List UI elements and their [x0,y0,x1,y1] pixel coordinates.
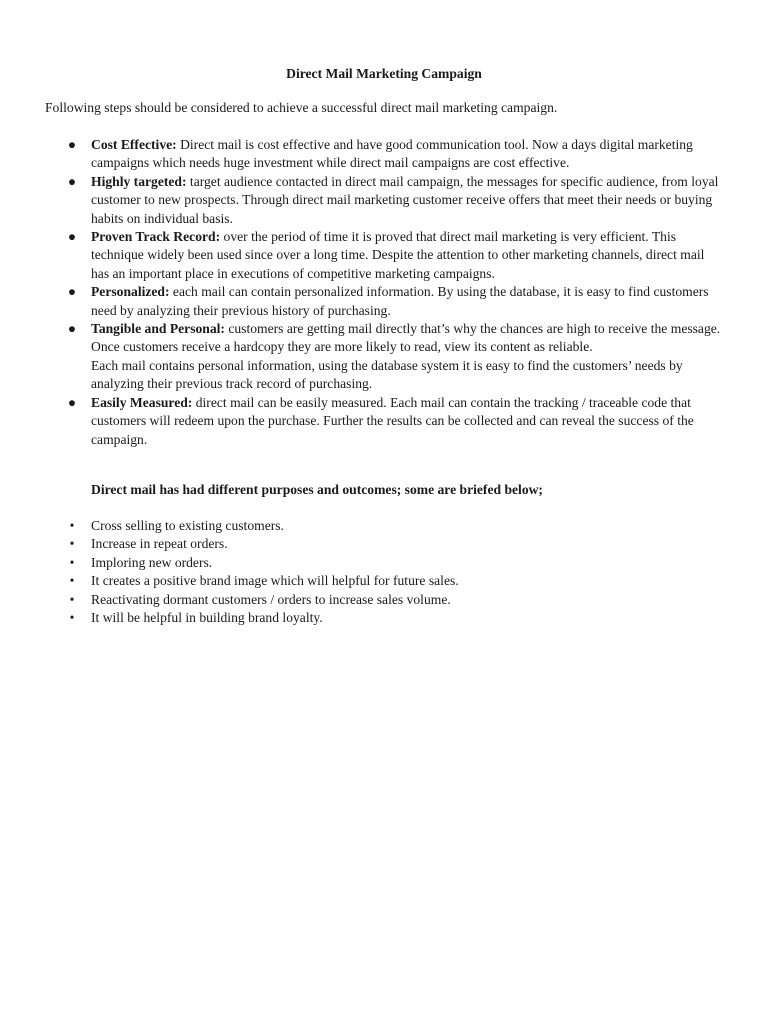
list-item [0,517,731,535]
step-text: each mail can contain personalized information. By using the database, it is easy to find customers need by analyzing their previous history of purchasing. [91,284,709,318]
list-item [0,609,731,627]
bullet-icon: • [69,518,75,533]
bullet-icon: • [69,610,75,626]
list-item [0,283,721,320]
purpose-text: Reactivating dormant customers / orders to increase sales volume. [91,591,451,607]
bullet-icon: ● [67,137,77,152]
purpose-text: Cross selling to existing customers. [91,518,284,533]
purpose-text: It creates a positive brand image which will helpful for future sales. [91,573,459,589]
step-text: customers are getting mail directly that’s why the chances are high to receive the message. Once customers receive a hardcopy they are more likely to read, view its content as reliable. [91,321,721,355]
step-term: Proven Track Record: [91,229,221,245]
list-item [0,320,721,394]
purposes-heading: Direct mail has had different purposes and outcomes; some are briefed below; [91,482,543,497]
step-text: direct mail can be easily measured. Each mail can contain the tracking / traceable code that customers will redeem upon the purchase. Further the results can be collected and can reveal the success of the campaign. [91,394,694,447]
step-extra-text: Each mail contains personal information, using the database system it is easy to find the customers’ needs by analyzing their previous track record of purchasing. [91,357,683,392]
list-item [0,136,721,173]
list-item [0,554,731,572]
bullet-icon: • [69,536,75,552]
step-term: Easily Measured: [91,394,193,410]
steps-list [0,136,768,449]
step-term: Personalized: [91,284,170,300]
step-text: over the period of time it is proved that direct mail marketing is very efficient. This technique widely been used since over a long time. Despite the attention to other marketing channels, direct mail has an important place in executions of competitive marketing campaigns. [91,229,705,281]
purposes-list [0,517,768,627]
step-text: Direct mail is cost effective and have good communication tool. Now a days digital marketing campaigns which needs huge investment while direct mail campaigns are cost effective. [91,137,693,171]
bullet-icon: • [69,554,75,570]
bullet-icon: ● [67,229,77,245]
list-item [0,228,721,283]
bullet-icon: ● [67,284,77,300]
purpose-text: Imploring new orders. [91,554,213,570]
document-title: Direct Mail Marketing Campaign [286,66,482,81]
list-item [0,535,731,553]
step-text: target audience contacted in direct mail campaign, the messages for specific audience, from loyal customer to new prospects. Through direct mail marketing customer receive offers that meet their needs or buying habits on individual basis. [91,173,719,226]
purpose-text: It will be helpful in building brand loyalty. [91,610,323,626]
bullet-icon: • [69,573,75,589]
step-term: Tangible and Personal: [91,321,225,337]
bullet-icon: ● [67,321,77,337]
step-term: Cost Effective: [91,137,177,152]
bullet-icon: • [69,591,75,607]
list-item [0,591,731,609]
intro-paragraph: Following steps should be considered to achieve a successful direct mail marketing campaign. [45,100,558,115]
bullet-icon: ● [67,394,77,410]
list-item [0,173,721,228]
purpose-text: Increase in repeat orders. [91,536,228,552]
list-item [0,572,731,590]
list-item [0,394,721,449]
step-term: Highly targeted: [91,173,187,189]
bullet-icon: ● [67,173,77,189]
